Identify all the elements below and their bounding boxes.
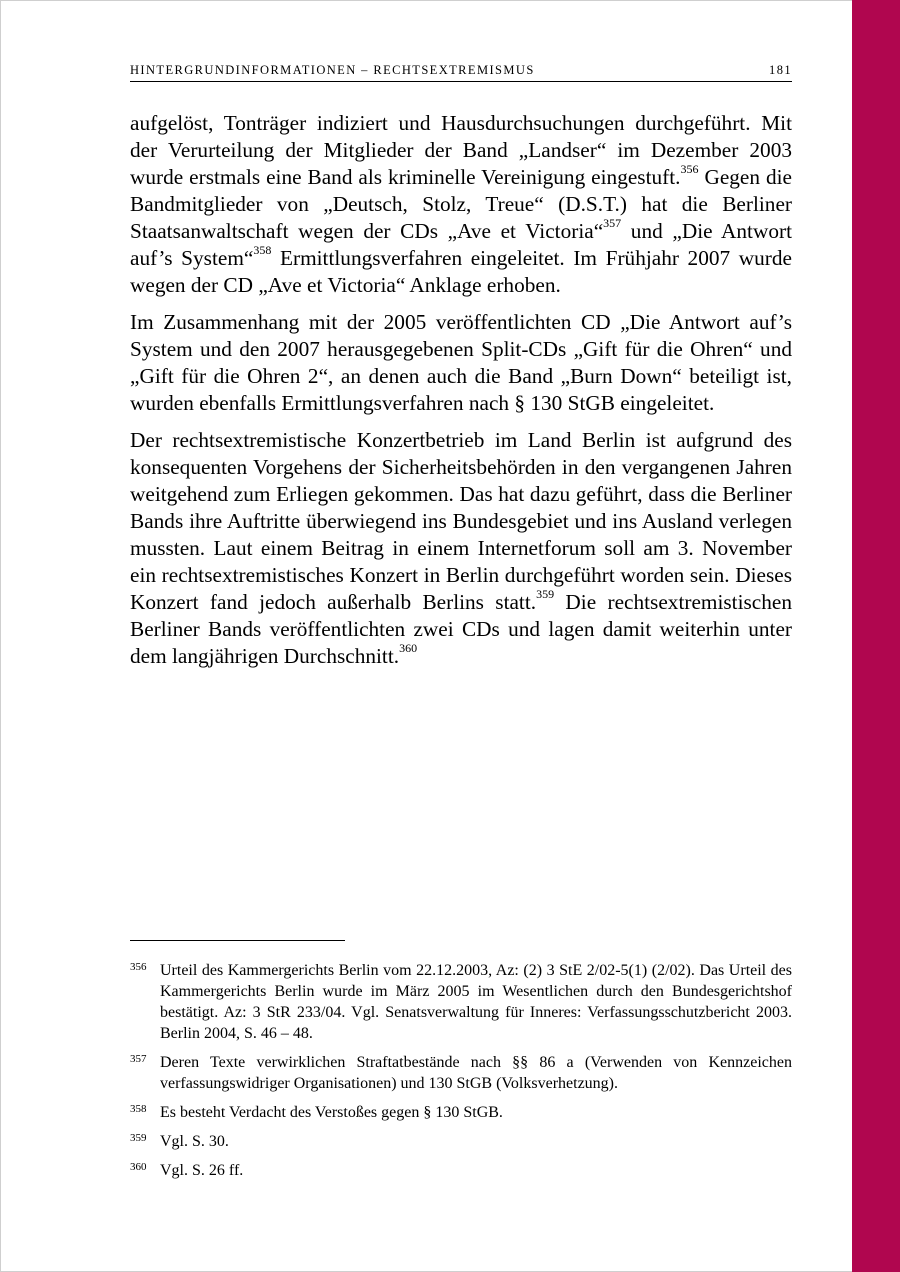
running-header xyxy=(130,63,792,82)
footnote-text: Es besteht Verdacht des Verstoßes gegen § 130 StGB. xyxy=(160,1104,503,1121)
footnote-number: 356 xyxy=(130,961,147,973)
footnote-358 xyxy=(130,1102,792,1123)
paragraph-text: Die rechtsextremistischen Berliner Bands veröffentlichten zwei CDs und lagen damit weiterhin unter dem langjährigen Durchschnitt. xyxy=(130,590,793,668)
footnote-number: 358 xyxy=(130,1103,147,1115)
page-number: 181 xyxy=(769,63,792,77)
footnote-ref-359[interactable]: 359 xyxy=(536,586,555,601)
paragraph-3 xyxy=(130,427,792,670)
footnote-number: 357 xyxy=(130,1053,147,1065)
footnote-357 xyxy=(130,1052,792,1094)
paragraph-1 xyxy=(130,110,792,299)
paragraph-text: aufgelöst, Tonträger indiziert und Hausdurchsuchungen durchgeführt. Mit der Verurteilung der Mitglieder der Band „Landser“ im Dezember 2003 wurde erstmals eine Band als kriminelle Vereinigung eingestuft. xyxy=(130,111,792,189)
paragraph-text: Ermittlungsverfahren eingeleitet. Im Frühjahr 2007 wurde wegen der CD „Ave et Victoria“ Anklage erhoben. xyxy=(130,246,792,297)
footnote-ref-358[interactable]: 358 xyxy=(253,242,272,257)
running-title: HINTERGRUNDINFORMATIONEN – RECHTSEXTREMISMUS xyxy=(130,63,535,77)
footnote-ref-357[interactable]: 357 xyxy=(603,215,622,230)
footnote-ref-356[interactable]: 356 xyxy=(680,161,699,176)
paragraph-text: Im Zusammenhang mit der 2005 veröffentlichten CD „Die Antwort auf’s System und den 2007 herausgegebenen Split-CDs „Gift für die Ohren“ und „Gift für die Ohren 2“, an denen auch die Band „Burn Down“ beteiligt ist, wurden ebenfalls Ermittlungsverfahren nach § 130 StGB eingeleitet. xyxy=(130,310,792,415)
footnotes xyxy=(130,960,792,1189)
paragraph-text: Der rechtsextremistische Konzertbetrieb im Land Berlin ist aufgrund des konsequenten Vorgehens der Sicherheitsbehörden in den vergangenen Jahren weitgehend zum Erliegen gekommen. Das hat dazu geführt, dass die Berliner Bands ihre Auftritte überwiegend ins Bundesgebiet und ins Ausland verlegen mussten. Laut einem Beitrag in einem Internetforum soll am 3. November ein rechtsextremistisches Konzert in Berlin durchgeführt worden sein. Dieses Konzert fand jedoch außerhalb Berlins statt. xyxy=(130,428,792,614)
body-text xyxy=(130,110,792,680)
side-color-bar xyxy=(852,0,900,1272)
paragraph-2 xyxy=(130,309,792,417)
footnote-number: 360 xyxy=(130,1161,147,1173)
footnote-text: Deren Texte verwirklichen Straftatbestände nach §§ 86 a (Verwenden von Kennzeichen verfassungswidriger Organisationen) und 130 StGB (Volksverhetzung). xyxy=(160,1054,792,1092)
footnote-356 xyxy=(130,960,792,1044)
paragraph-text: und „Die Antwort auf’s System“ xyxy=(130,219,792,270)
footnote-separator xyxy=(130,940,345,941)
footnote-359 xyxy=(130,1131,792,1152)
footnote-text: Vgl. S. 26 ff. xyxy=(160,1162,244,1179)
footnote-360 xyxy=(130,1160,792,1181)
footnote-text: Urteil des Kammergerichts Berlin vom 22.12.2003, Az: (2) 3 StE 2/02-5(1) (2/02). Das Urteil des Kammergerichts Berlin wurde im März 2005 im Wesentlichen durch den Bundesgerichtshof bestätigt. Az: 3 StR 233/04. Vgl. Senatsverwaltung für Inneres: Verfassungsschutzbericht 2003. Berlin 2004, S. 46 – 48. xyxy=(160,962,792,1042)
footnote-number: 359 xyxy=(130,1132,147,1144)
footnote-ref-360[interactable]: 360 xyxy=(399,640,418,655)
footnote-text: Vgl. S. 30. xyxy=(160,1133,229,1150)
paragraph-text: Gegen die Bandmitglieder von „Deutsch, Stolz, Treue“ (D.S.T.) hat die Berliner Staatsanwaltschaft wegen der CDs „Ave et Victoria“ xyxy=(130,165,793,243)
